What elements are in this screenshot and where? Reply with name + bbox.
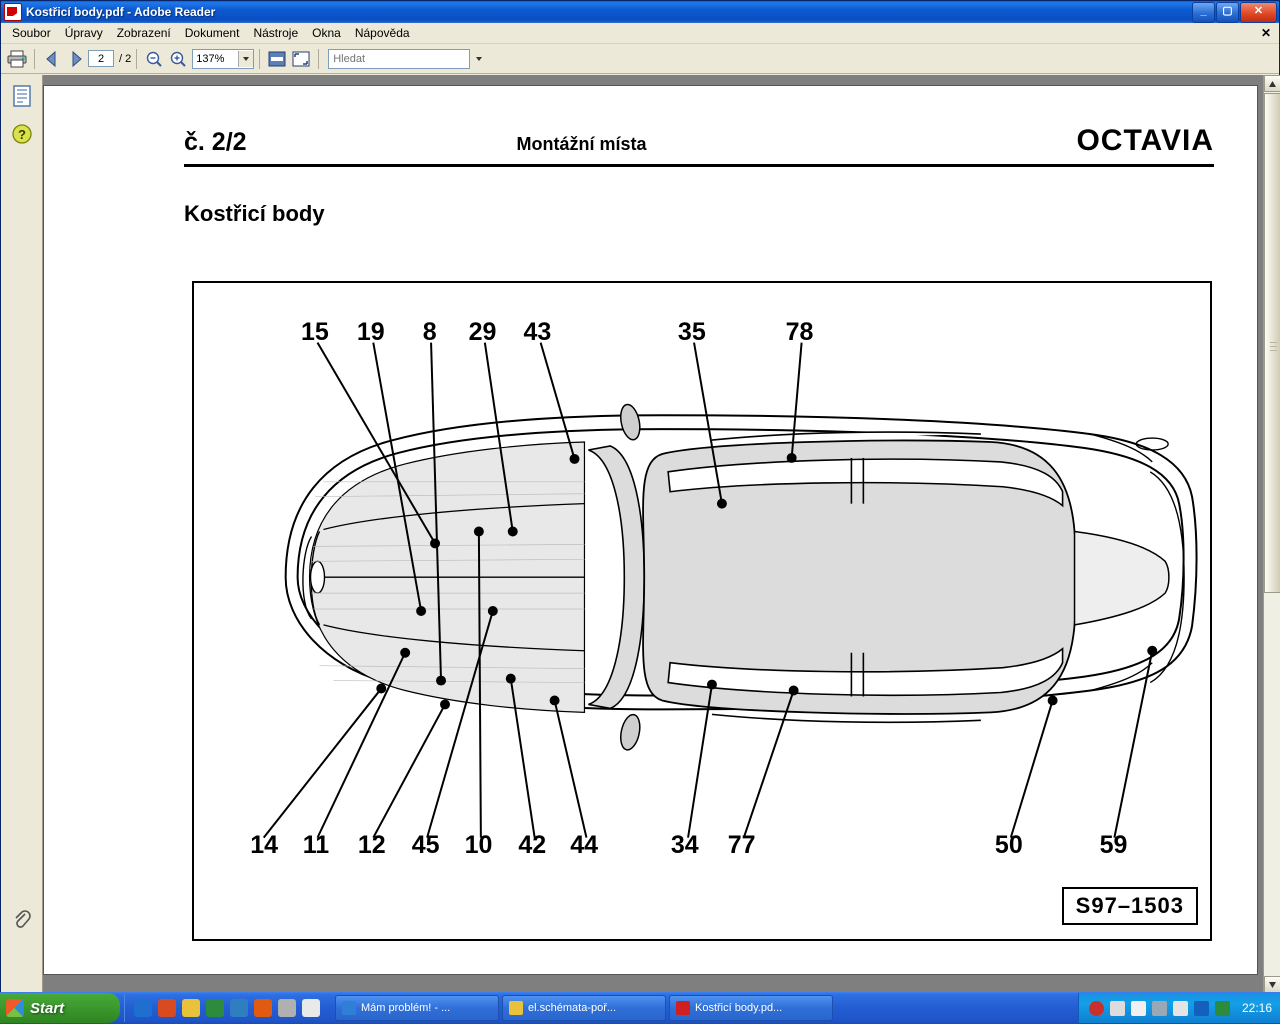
arrow-left-icon [42,50,62,68]
usb-icon[interactable] [1152,1001,1167,1016]
pages-panel-button[interactable] [9,83,35,109]
fit-page-button[interactable] [289,47,313,71]
search-dropdown-button[interactable] [472,50,486,68]
paperclip-icon [12,908,32,932]
car-diagram [194,283,1210,939]
toolbar-separator-4 [318,49,319,69]
document-header [184,124,1214,167]
main-area [1,75,1280,993]
printer-icon [7,50,27,68]
page-number-input[interactable] [88,50,114,67]
svg-text:?: ? [17,127,26,142]
zoom-out-icon [145,50,163,68]
figure-subtitle: Kostřicí body [184,201,325,226]
fit-page-icon [291,50,311,68]
pdf-page [43,85,1258,975]
clock[interactable]: 22:16 [1241,1001,1272,1015]
callout-label: 45 [411,830,440,859]
chevron-down-icon [243,57,249,61]
menu-dokument[interactable]: Dokument [184,26,240,40]
callout-label: 43 [523,317,552,346]
print-button[interactable] [5,47,29,71]
shield-icon[interactable] [206,999,224,1017]
folder-icon [509,1001,523,1015]
search-input[interactable] [329,52,469,66]
start-button[interactable] [0,993,120,1023]
task-button-list [335,995,1078,1021]
menu-soubor[interactable]: Soubor [12,26,51,40]
task-button-label: el.schémata-poř... [528,1002,617,1014]
chevron-down-icon [1269,982,1276,988]
help-button[interactable] [9,121,35,147]
page-number-heading: č. 2/2 [184,128,247,156]
search-box[interactable] [328,49,470,69]
browser-icon [342,1001,356,1015]
thumb-grip [1270,342,1277,343]
task-button[interactable] [669,995,833,1021]
media-icon[interactable] [158,999,176,1017]
close-icon: ✕ [1253,4,1264,17]
menu-bar [1,23,1279,44]
chart-icon[interactable] [254,999,272,1017]
callout-label: 8 [422,317,437,346]
toolbar-separator-1 [34,49,35,69]
menu-napoveda[interactable]: Nápověda [354,26,410,40]
maximize-glyph: ▢ [1222,4,1233,17]
navigation-pane [1,75,43,993]
figure-code: S97–1503 [1062,887,1198,925]
task-button-label: Mám problém! - ... [361,1002,451,1014]
system-tray [1078,993,1280,1023]
menu-okna[interactable]: Okna [312,26,341,40]
thumb-grip [1270,346,1277,347]
help-icon [11,123,33,145]
page-total-label: / 2 [119,52,132,65]
zoom-combobox[interactable] [192,49,254,69]
fit-width-button[interactable] [265,47,289,71]
windows-logo-icon [6,999,24,1017]
document-view[interactable] [43,75,1263,993]
quick-launch-bar [124,994,329,1022]
task-button-label: Kostřicí body.pd... [695,1002,783,1014]
callout-label: 14 [250,830,278,859]
arrow-right-icon [66,50,86,68]
section-title: Montážní místa [516,134,647,154]
scrollbar-thumb[interactable] [1264,93,1280,593]
vertical-scrollbar[interactable] [1263,75,1280,993]
callout-label: 50 [994,830,1023,859]
thumb-grip [1270,350,1277,351]
folder-icon[interactable] [182,999,200,1017]
zoom-in-button[interactable] [166,47,190,71]
chevron-down-icon [476,57,482,61]
window-title: Kostřicí body.pdf - Adobe Reader [26,5,216,19]
title-bar [1,1,1279,23]
previous-page-button[interactable] [40,47,64,71]
zoom-input[interactable] [193,52,238,66]
callout-label: 77 [727,830,756,859]
fit-width-icon [267,50,287,68]
toolbar [1,44,1279,74]
minimize-button[interactable] [1192,2,1215,23]
globe-icon[interactable] [230,999,248,1017]
task-button[interactable] [335,995,499,1021]
toolbar-separator-3 [259,49,260,69]
callout-label: 10 [464,830,493,859]
shield-icon[interactable] [1089,1001,1104,1016]
maximize-button[interactable] [1216,2,1239,23]
callout-label: 44 [570,830,599,859]
acrobat-icon [676,1001,690,1015]
callout-label: 78 [785,317,814,346]
callout-label: 34 [670,830,699,859]
network-icon[interactable] [1110,1001,1125,1016]
acrobat-icon [4,3,22,21]
zoom-in-icon [169,50,187,68]
task-button[interactable] [502,995,666,1021]
zoom-out-button[interactable] [142,47,166,71]
scroll-down-button[interactable] [1264,976,1280,993]
model-title: OCTAVIA [1076,124,1214,157]
callout-label: 42 [518,830,547,859]
taskbar [0,992,1280,1024]
printer-icon[interactable] [1173,1001,1188,1016]
callout-label: 29 [468,317,497,346]
attachments-button[interactable] [9,907,35,933]
window-icon[interactable] [278,999,296,1017]
close-document-icon[interactable]: ✕ [1260,26,1271,40]
volume-icon[interactable] [1131,1001,1146,1016]
minimize-glyph: _ [1200,4,1207,17]
menu-upravy[interactable]: Úpravy [64,26,103,40]
figure-frame [192,281,1212,941]
bluetooth-icon[interactable] [1194,1001,1209,1016]
menu-nastroje[interactable]: Nástroje [253,26,299,40]
scroll-up-button[interactable] [1264,75,1280,92]
menu-zobrazeni[interactable]: Zobrazení [116,26,171,40]
pages-panel-icon [11,84,33,108]
start-label: Start [30,999,65,1017]
power-icon[interactable] [1215,1001,1230,1016]
doc-icon[interactable] [302,999,320,1017]
callout-label: 35 [677,317,706,346]
callout-label: 15 [300,317,329,346]
close-button[interactable] [1240,2,1277,23]
callout-label: 12 [357,830,386,859]
callout-label: 19 [356,317,385,346]
toolbar-separator-2 [136,49,137,69]
browser-icon[interactable] [134,999,152,1017]
zoom-dropdown-button[interactable] [238,51,253,67]
callout-label: 59 [1099,830,1128,859]
callout-label: 11 [302,830,330,859]
chevron-up-icon [1269,81,1276,87]
next-page-button[interactable] [64,47,88,71]
